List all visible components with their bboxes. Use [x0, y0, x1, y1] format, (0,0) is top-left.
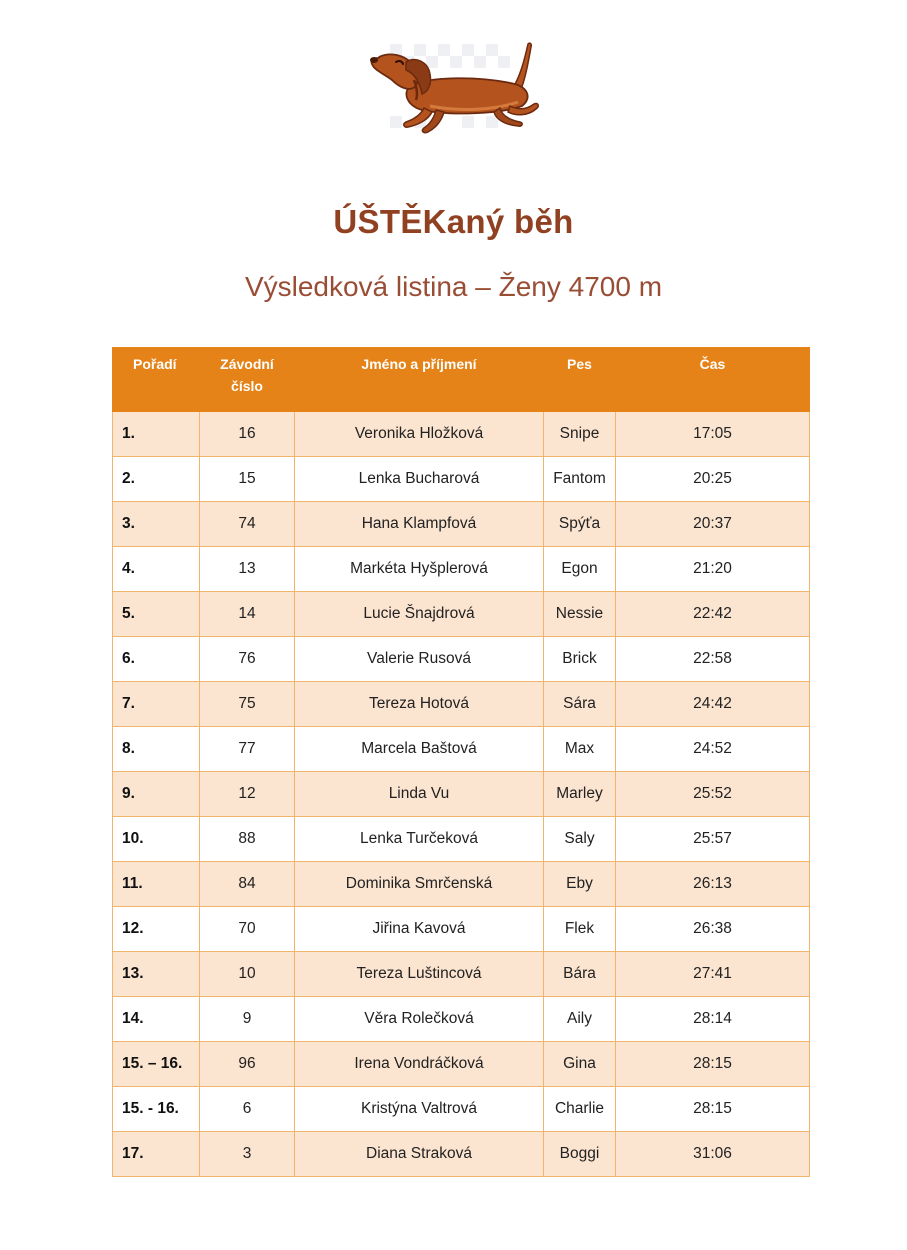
cell-number: 70 [200, 907, 295, 952]
cell-name: Hana Klampfová [295, 502, 544, 547]
column-header-name: Jméno a příjmení [295, 348, 544, 412]
cell-dog: Flek [544, 907, 616, 952]
table-row [113, 1132, 810, 1177]
cell-number: 3 [200, 1132, 295, 1177]
cell-name: Dominika Smrčenská [295, 862, 544, 907]
column-header-rank: Pořadí [113, 348, 200, 412]
table-row [113, 727, 810, 772]
page-title: ÚŠTĚKaný běh [333, 203, 574, 240]
cell-name: Linda Vu [295, 772, 544, 817]
table-row [113, 592, 810, 637]
cell-time: 26:13 [616, 862, 810, 907]
table-row [113, 1087, 810, 1132]
cell-rank: 8. [113, 727, 200, 772]
cell-name: Věra Rolečková [295, 997, 544, 1042]
column-header-number-line2: číslo [231, 378, 263, 394]
cell-number: 77 [200, 727, 295, 772]
cell-rank: 5. [113, 592, 200, 637]
cell-number: 16 [200, 412, 295, 457]
cell-dog: Charlie [544, 1087, 616, 1132]
table-row [113, 547, 810, 592]
cell-time: 24:42 [616, 682, 810, 727]
cell-time: 28:15 [616, 1087, 810, 1132]
table-row [113, 862, 810, 907]
cell-rank: 15. - 16. [113, 1087, 200, 1132]
cell-time: 31:06 [616, 1132, 810, 1177]
cell-rank: 6. [113, 637, 200, 682]
column-header-number-line1: Závodní [220, 356, 274, 372]
cell-number: 9 [200, 997, 295, 1042]
table-row [113, 907, 810, 952]
cell-rank: 11. [113, 862, 200, 907]
cell-time: 20:37 [616, 502, 810, 547]
cell-name: Lenka Bucharová [295, 457, 544, 502]
table-row [113, 637, 810, 682]
cell-name: Lenka Turčeková [295, 817, 544, 862]
cell-name: Irena Vondráčková [295, 1042, 544, 1087]
cell-number: 96 [200, 1042, 295, 1087]
column-header-number [200, 348, 295, 412]
cell-name: Markéta Hyšplerová [295, 547, 544, 592]
cell-rank: 7. [113, 682, 200, 727]
table-row [113, 1042, 810, 1087]
cell-number: 88 [200, 817, 295, 862]
cell-dog: Sára [544, 682, 616, 727]
cell-time: 17:05 [616, 412, 810, 457]
cell-number: 10 [200, 952, 295, 997]
cell-number: 75 [200, 682, 295, 727]
cell-name: Lucie Šnajdrová [295, 592, 544, 637]
cell-time: 20:25 [616, 457, 810, 502]
cell-name: Diana Straková [295, 1132, 544, 1177]
cell-time: 28:15 [616, 1042, 810, 1087]
cell-name: Veronika Hložková [295, 412, 544, 457]
cell-rank: 17. [113, 1132, 200, 1177]
cell-name: Marcela Baštová [295, 727, 544, 772]
cell-time: 25:57 [616, 817, 810, 862]
cell-rank: 13. [113, 952, 200, 997]
table-row [113, 772, 810, 817]
cell-number: 13 [200, 547, 295, 592]
cell-number: 15 [200, 457, 295, 502]
cell-time: 22:58 [616, 637, 810, 682]
table-row [113, 502, 810, 547]
cell-dog: Boggi [544, 1132, 616, 1177]
cell-number: 6 [200, 1087, 295, 1132]
cell-rank: 3. [113, 502, 200, 547]
table-row [113, 817, 810, 862]
cell-rank: 1. [113, 412, 200, 457]
cell-dog: Saly [544, 817, 616, 862]
cell-dog: Snipe [544, 412, 616, 457]
cell-name: Tereza Luštincová [295, 952, 544, 997]
cell-name: Valerie Rusová [295, 637, 544, 682]
cell-name: Kristýna Valtrová [295, 1087, 544, 1132]
cell-rank: 9. [113, 772, 200, 817]
cell-time: 28:14 [616, 997, 810, 1042]
cell-dog: Max [544, 727, 616, 772]
cell-dog: Fantom [544, 457, 616, 502]
table-row [113, 952, 810, 997]
table-row [113, 682, 810, 727]
page-subtitle: Výsledková listina – Ženy 4700 m [244, 271, 663, 302]
cell-rank: 2. [113, 457, 200, 502]
column-header-dog: Pes [544, 348, 616, 412]
cell-dog: Aily [544, 997, 616, 1042]
cell-dog: Gina [544, 1042, 616, 1087]
table-header-row [113, 348, 810, 412]
cell-number: 74 [200, 502, 295, 547]
cell-name: Tereza Hotová [295, 682, 544, 727]
cell-time: 25:52 [616, 772, 810, 817]
cell-dog: Bára [544, 952, 616, 997]
cell-rank: 10. [113, 817, 200, 862]
cell-time: 26:38 [616, 907, 810, 952]
cell-dog: Eby [544, 862, 616, 907]
cell-name: Jiřina Kavová [295, 907, 544, 952]
cell-dog: Brick [544, 637, 616, 682]
cell-dog: Nessie [544, 592, 616, 637]
table-row [113, 457, 810, 502]
cell-rank: 14. [113, 997, 200, 1042]
results-table [112, 347, 810, 1177]
cell-number: 12 [200, 772, 295, 817]
cell-number: 84 [200, 862, 295, 907]
cell-number: 14 [200, 592, 295, 637]
cell-time: 24:52 [616, 727, 810, 772]
table-row [113, 997, 810, 1042]
cell-dog: Spýťa [544, 502, 616, 547]
cell-rank: 15. – 16. [113, 1042, 200, 1087]
cell-time: 27:41 [616, 952, 810, 997]
cell-dog: Marley [544, 772, 616, 817]
column-header-time: Čas [616, 348, 810, 412]
dachshund-icon [350, 36, 545, 136]
cell-number: 76 [200, 637, 295, 682]
cell-time: 21:20 [616, 547, 810, 592]
cell-time: 22:42 [616, 592, 810, 637]
cell-rank: 4. [113, 547, 200, 592]
table-row [113, 412, 810, 457]
cell-rank: 12. [113, 907, 200, 952]
cell-dog: Egon [544, 547, 616, 592]
